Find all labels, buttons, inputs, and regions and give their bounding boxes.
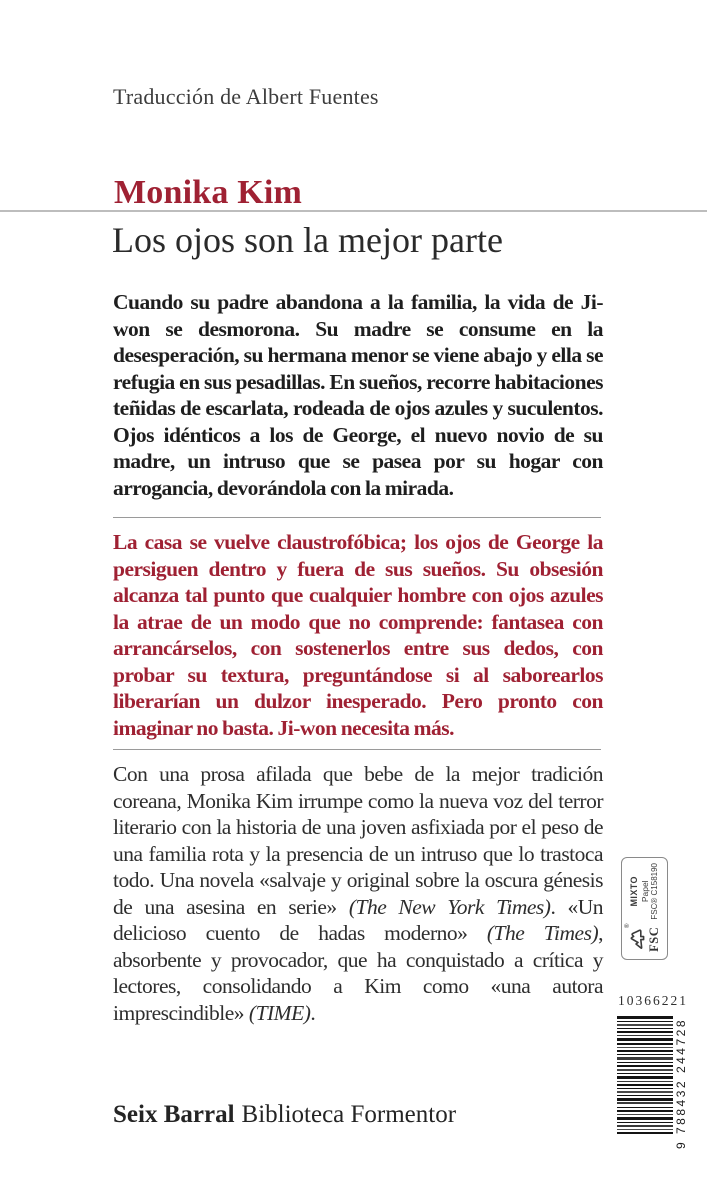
fsc-cert-number: FSC® C158190	[650, 863, 660, 920]
section-divider-bottom	[113, 749, 601, 750]
fsc-mix-label: MIXTO	[628, 876, 639, 907]
barcode-lead-digit: 9	[674, 1142, 688, 1149]
barcode	[617, 1016, 688, 1149]
collection-name: Biblioteca Formentor	[241, 1101, 457, 1128]
imprint-name: Seix Barral	[113, 1101, 235, 1128]
registered-trademark-mark: ®	[624, 923, 631, 929]
author-name: Monika Kim	[114, 174, 303, 211]
barcode-inner	[617, 1016, 688, 1149]
fsc-label	[621, 857, 668, 960]
barcode-number	[674, 1016, 688, 1149]
fsc-cert-lines	[629, 863, 661, 920]
synopsis-paragraph-1: Cuando su padre abandona a la familia, la vida de Ji-won se desmorona. Su madre se consume en la desesperación, su hermana menor se viene abajo y ella se refugia en sus pesadillas. En sueños, recorre habitaciones teñidas de escarlata, rodeada de ojos azules y suculentos. Ojos idénticos a los de George, el nuevo novio de su madre, un intruso que se pasea por su hogar con arrogancia, devorándola con la mirada.	[113, 290, 603, 500]
book-title: Los ojos son la mejor parte	[112, 220, 503, 260]
publisher-line	[113, 1101, 456, 1129]
barcode-digit-groups	[674, 1016, 688, 1134]
serial-number: 10366221	[618, 993, 688, 1008]
fsc-logo	[624, 923, 662, 954]
fsc-wordmark: FSC	[646, 926, 661, 952]
synopsis-paragraph-2: La casa se vuelve claustrofóbica; los ojos de George la persiguen dentro y fuera de sus sueños. Su obsesión alcanza tal punto que cualquier hombre con ojos azules la atrae de un modo que no comprende: fantasea con arrancárselos, con sostenerlos entre sus dedos, con probar su textura, preguntándose si al saborearlos liberarían un dulzor inesperado. Pero pronto con imaginar no basta. Ji-won necesita más.	[113, 530, 603, 740]
fsc-paper-label: Papel	[639, 880, 650, 903]
review-paragraph: Con una prosa afilada que bebe de la mejor tradición coreana, Monika Kim irrumpe como la nueva voz del terror literario con la historia de una joven asfixiada por el peso de una familia rota y la presencia de un intruso que lo trastoca todo. Una novela «salvaje y original sobre la oscura génesis de una asesina en serie» (The New York Times). «Un delicioso cuento de hadas moderno» (The Times), absorbente y provocador, que ha conquistado a crítica y lectores, consolidando a Kim como «una autora imprescindible» (TIME).	[113, 762, 604, 1025]
translator-line: Traducción de Albert Fuentes	[113, 84, 379, 109]
fsc-label-inner	[621, 857, 668, 960]
barcode-bars	[617, 1016, 673, 1134]
barcode-group-2: 244728	[674, 1018, 688, 1074]
fsc-tree-check-icon	[628, 928, 647, 950]
barcode-group-1: 788432	[674, 1078, 688, 1134]
section-divider-top	[113, 517, 601, 518]
title-rule	[0, 210, 707, 212]
